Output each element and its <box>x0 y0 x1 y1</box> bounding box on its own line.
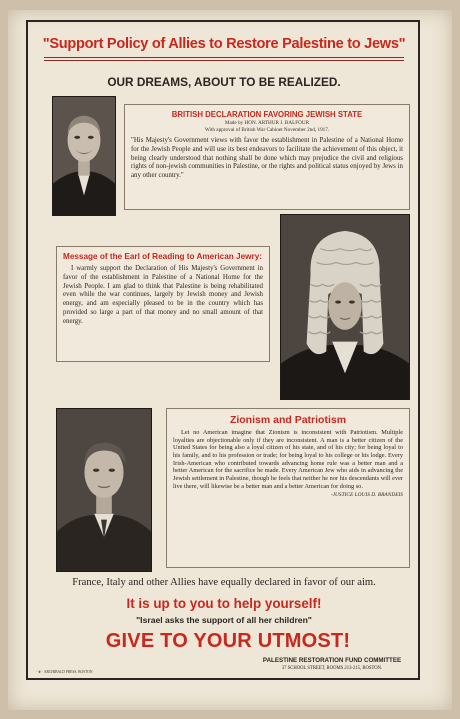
allies-statement: France, Italy and other Allies have equally declared in favor of our aim. <box>72 577 376 588</box>
balfour-portrait <box>52 96 116 216</box>
declaration-text: "His Majesty's Government views with favor the establishment in Palestine of a National Home for the Jewish People and will use its best endeavors to facilitate the achievement of this object, it being clearly understood that nothing shall be done which may prejudice the civil and religious rights of non-jewish communities in Palestine, or the rights and political status enjoyed by Jews in any other country." <box>131 137 403 180</box>
declaration-approval: With approval of British War Cabinet November 2nd, 1917. <box>204 127 330 133</box>
reading-portrait <box>280 214 410 400</box>
zionism-box <box>166 408 410 568</box>
poster-headline: "Support Policy of Allies to Restore Palestine to Jews" <box>42 36 406 52</box>
zionism-signature: -JUSTICE LOUIS D. BRANDEIS <box>330 492 403 499</box>
israel-asks-line: "Israel asks the support of all her children" <box>136 615 312 625</box>
headline-rule-top <box>44 57 404 58</box>
reading-message-title: Message of the Earl of Reading to American Jewry: <box>63 252 262 261</box>
zionism-text: Let no American imagine that Zionism is inconsistent with Patriotism. Multiple loyalties are objectionable only if they are inconsistent. A man is a better citizen of the United States for being also a loyal citizen of his state, and of his city; for being loyal to his family, and to his profession or trade; for being loyal to his college or his lodge. Every Irish-American who contributed towards advancing home rule was a better man and a better American for the sacrifice he made. Every American Jew who aids in advancing the Jewish settlement in Palestine, though he feels that neither he nor his descendants will ever live there, will likewise be a better man and a better American for doing so. <box>173 429 403 490</box>
reading-message-text: I warmly support the Declaration of His Majesty's Government in favor of the establishment in Palestine of a National Home for the Jewish People. I am glad to think that Palestine is being rehabilitated even while the war continues, largely by Jewish money and Jewish energy, and am especially pleased to be in the country which has provided so large a part of that money and no small amount of that energy. <box>63 265 263 325</box>
poster-subheadline: OUR DREAMS, ABOUT TO BE REALIZED. <box>107 75 341 89</box>
declaration-author: Made by HON. ARTHUR J. BALFOUR <box>224 120 310 126</box>
declaration-title: BRITISH DECLARATION FAVORING JEWISH STATE <box>171 110 363 119</box>
reading-message-box <box>56 246 270 362</box>
committee-address: 37 SCHOOL STREET, ROOMS 213-215, BOSTON. <box>281 666 383 671</box>
headline-rule-bottom <box>44 60 404 61</box>
brandeis-portrait <box>56 408 152 572</box>
give-to-your-utmost: GIVE TO YOUR UTMOST! <box>105 630 351 652</box>
printer-imprint: · ❦ · ARCHIBALD PRESS, BOSTON <box>36 670 93 674</box>
declaration-box <box>124 104 410 210</box>
zionism-title: Zionism and Patriotism <box>229 414 347 426</box>
committee-name: PALESTINE RESTORATION FUND COMMITTEE <box>262 657 402 664</box>
help-yourself-line: It is up to you to help yourself! <box>126 596 322 611</box>
